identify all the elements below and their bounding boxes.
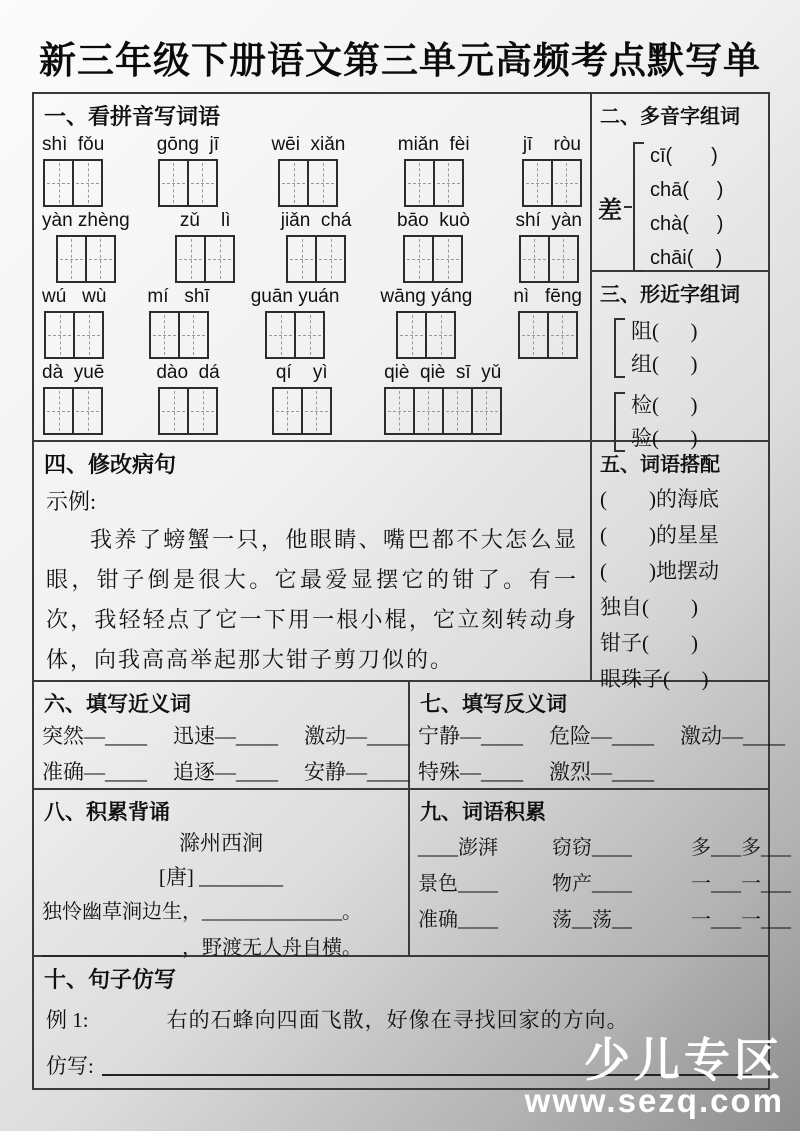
pinyin-label: gōng jī bbox=[156, 134, 220, 155]
writing-grid bbox=[44, 311, 104, 359]
writing-grid bbox=[396, 311, 456, 359]
section7-heading: 七、填写反义词 bbox=[420, 692, 567, 716]
pairing-line: ( )地摆动 bbox=[600, 559, 719, 583]
section10-heading: 十、句子仿写 bbox=[44, 967, 177, 992]
section-pinyin-words bbox=[34, 94, 592, 442]
pinyin-group bbox=[515, 209, 582, 283]
section2-heading: 二、多音字组词 bbox=[600, 106, 740, 128]
writing-cell bbox=[43, 387, 74, 435]
writing-cell bbox=[44, 311, 75, 359]
accumulation-item: 景色____ bbox=[418, 873, 498, 895]
poem-line: ______________，野渡无人舟自横。 bbox=[42, 937, 362, 959]
writing-cell bbox=[204, 235, 235, 283]
watermark-url: www.sezq.com bbox=[524, 1082, 784, 1120]
writing-cell bbox=[175, 235, 206, 283]
pinyin-group bbox=[272, 361, 332, 435]
pinyin-row-3 bbox=[34, 283, 590, 359]
synonym-item: 准确—____ bbox=[42, 760, 147, 784]
pinyin-label: wēi xiǎn bbox=[271, 134, 346, 155]
example-paragraph: 我养了螃蟹一只，他眼睛、嘴巴都不大怎么显眼，钳子倒是很大。它最爱显摆它的钳了。有一次，我轻轻点了它一下用一根小棍，它立刻转动身体，向我高高举起那大钳子剪刀似的。 bbox=[46, 527, 578, 672]
writing-cell bbox=[72, 387, 103, 435]
imitate-label: 仿写: bbox=[46, 1054, 94, 1078]
accumulation-item: 准确____ bbox=[418, 909, 498, 931]
pinyin-group bbox=[522, 133, 582, 207]
similar-group-1 bbox=[614, 315, 768, 381]
pinyin-label: mí shī bbox=[147, 286, 210, 307]
synonym-item: 安静—____ bbox=[304, 760, 409, 784]
pinyin-group bbox=[175, 209, 235, 283]
writing-grid bbox=[403, 235, 463, 283]
writing-cell bbox=[286, 235, 317, 283]
writing-cell bbox=[548, 235, 579, 283]
pinyin-label: qí yì bbox=[275, 362, 328, 383]
section-similar-chars bbox=[592, 272, 768, 450]
writing-cell bbox=[519, 235, 550, 283]
writing-grid bbox=[286, 235, 346, 283]
section-recitation bbox=[34, 790, 410, 957]
writing-cell bbox=[315, 235, 346, 283]
section6-heading: 六、填写近义词 bbox=[44, 692, 191, 716]
imitation-example bbox=[34, 994, 768, 1034]
section3-heading: 三、形近字组词 bbox=[600, 284, 740, 306]
polyphonic-char: 差 bbox=[598, 197, 622, 224]
writing-cell bbox=[403, 235, 434, 283]
section4-heading: 四、修改病句 bbox=[44, 452, 177, 477]
pinyin-group bbox=[397, 209, 470, 283]
similar-entry: 阻( ) bbox=[631, 319, 698, 343]
writing-grid bbox=[43, 387, 103, 435]
pinyin-label: wú wù bbox=[42, 286, 107, 307]
writing-cell bbox=[158, 159, 189, 207]
pairing-line: 眼珠子( ) bbox=[600, 667, 709, 691]
watermark bbox=[525, 1036, 784, 1119]
writing-cell bbox=[307, 159, 338, 207]
page-title: 新三年级下册语文第三单元高频考点默写单 bbox=[39, 41, 761, 82]
writing-cell bbox=[396, 311, 427, 359]
similar-entry: 验( ) bbox=[631, 426, 698, 450]
writing-cell bbox=[518, 311, 549, 359]
pinyin-group bbox=[156, 361, 219, 435]
pinyin-group bbox=[281, 209, 352, 283]
pinyin-label: qiè qiè sī yǔ bbox=[384, 362, 502, 383]
pinyin-group bbox=[42, 133, 104, 207]
pinyin-row-1 bbox=[34, 131, 590, 207]
pinyin-group bbox=[42, 285, 106, 359]
pinyin-label: shí yàn bbox=[515, 210, 582, 231]
accumulation-item: 一___一___ bbox=[691, 873, 791, 895]
pairing-line: ( )的海底 bbox=[600, 487, 719, 511]
pinyin-group bbox=[42, 361, 104, 435]
section-word-pairing bbox=[592, 442, 768, 691]
pinyin-group bbox=[157, 133, 219, 207]
pairing-lines bbox=[592, 481, 768, 697]
writing-grid bbox=[522, 159, 582, 207]
similar-entry: 组( ) bbox=[631, 352, 698, 376]
pinyin-label: nì fēng bbox=[513, 286, 582, 307]
pinyin-label: guān yuán bbox=[250, 286, 340, 307]
writing-cell bbox=[56, 235, 87, 283]
pinyin-label: zǔ lì bbox=[179, 210, 231, 231]
pairing-line: 钳子( ) bbox=[600, 631, 698, 655]
writing-cell bbox=[404, 159, 435, 207]
writing-cell bbox=[551, 159, 582, 207]
accumulation-item: 窃窃____ bbox=[552, 837, 632, 859]
antonym-item: 危险—____ bbox=[549, 724, 654, 748]
antonym-item: 特殊—____ bbox=[418, 760, 523, 784]
writing-cell bbox=[547, 311, 578, 359]
writing-cell bbox=[301, 387, 332, 435]
pinyin-label: bāo kuò bbox=[397, 210, 470, 231]
writing-cell bbox=[522, 159, 553, 207]
watermark-brand: 少儿专区 bbox=[584, 1034, 784, 1087]
synonym-item: 迅速—____ bbox=[173, 724, 278, 748]
pinyin-label: shì fǒu bbox=[42, 134, 105, 155]
polyphonic-entries bbox=[650, 139, 723, 275]
writing-grid bbox=[272, 387, 332, 435]
polyphonic-entry: chā( ) bbox=[650, 179, 724, 201]
similar-entries bbox=[625, 315, 698, 381]
writing-cell bbox=[442, 387, 473, 435]
writing-cell bbox=[265, 311, 296, 359]
writing-cell bbox=[278, 159, 309, 207]
accumulation-item: 一___一___ bbox=[691, 909, 791, 931]
poem-title: 滁州西涧 bbox=[179, 831, 263, 855]
writing-cell bbox=[432, 235, 463, 283]
pinyin-label: yàn zhèng bbox=[42, 210, 130, 231]
accumulation-item: 物产____ bbox=[552, 873, 632, 895]
polyphonic-entry: chà( ) bbox=[650, 213, 724, 235]
writing-grid bbox=[384, 387, 502, 435]
section-polyphonic-words bbox=[592, 94, 768, 272]
polyphonic-entry: cī( ) bbox=[650, 145, 718, 167]
example-label: 示例: bbox=[46, 489, 97, 514]
pinyin-group bbox=[380, 285, 472, 359]
accumulation-grid bbox=[410, 826, 791, 936]
writing-cell bbox=[72, 159, 103, 207]
antonym-item: 激烈—____ bbox=[549, 760, 654, 784]
writing-grid bbox=[175, 235, 235, 283]
pinyin-group bbox=[42, 209, 130, 283]
writing-cell bbox=[187, 387, 218, 435]
pinyin-label: dà yuē bbox=[42, 362, 105, 383]
pinyin-label: jī ròu bbox=[522, 134, 581, 155]
pinyin-group bbox=[384, 361, 502, 435]
pairing-line: 独自( ) bbox=[600, 595, 698, 619]
example-number-label: 例 1: bbox=[46, 1008, 89, 1032]
poem-author: [唐] ________ bbox=[158, 865, 284, 889]
writing-cell bbox=[413, 387, 444, 435]
writing-cell bbox=[433, 159, 464, 207]
similar-entry: 检( ) bbox=[631, 393, 698, 417]
writing-grid bbox=[519, 235, 579, 283]
writing-cell bbox=[149, 311, 180, 359]
section9-heading: 九、词语积累 bbox=[420, 800, 546, 824]
writing-grid bbox=[518, 311, 578, 359]
synonym-row bbox=[34, 754, 408, 790]
example-sentence: 右的石蜂向四面飞散，好像在寻找回家的方向。 bbox=[166, 1008, 629, 1032]
writing-cell bbox=[73, 311, 104, 359]
pinyin-group bbox=[513, 285, 582, 359]
antonym-row bbox=[410, 754, 768, 790]
pinyin-row-4 bbox=[34, 359, 590, 435]
writing-cell bbox=[425, 311, 456, 359]
synonym-row bbox=[34, 718, 408, 754]
pairing-line: ( )的星星 bbox=[600, 523, 719, 547]
writing-cell bbox=[384, 387, 415, 435]
pinyin-row-2 bbox=[34, 207, 590, 283]
writing-cell bbox=[272, 387, 303, 435]
synonym-item: 追逐—____ bbox=[173, 760, 278, 784]
section-antonyms bbox=[410, 682, 785, 790]
poem-line: 独怜幽草涧边生，______________。 bbox=[42, 901, 362, 923]
synonym-item: 突然—____ bbox=[42, 724, 147, 748]
pinyin-label: dào dá bbox=[156, 362, 220, 383]
writing-grid bbox=[149, 311, 209, 359]
section5-heading: 五、词语搭配 bbox=[600, 454, 720, 476]
writing-cell bbox=[471, 387, 502, 435]
section-word-accumulation bbox=[410, 790, 791, 957]
antonym-item: 激动—____ bbox=[680, 724, 785, 748]
section-fix-sentence bbox=[34, 442, 592, 682]
section1-heading: 一、看拼音写词语 bbox=[44, 104, 221, 129]
antonym-item: 宁静—____ bbox=[418, 724, 523, 748]
pinyin-group bbox=[398, 133, 470, 207]
pinyin-group bbox=[251, 285, 340, 359]
accumulation-item: 多___多___ bbox=[691, 837, 791, 859]
writing-grid bbox=[404, 159, 464, 207]
pinyin-label: miǎn fèi bbox=[397, 134, 470, 155]
writing-grid bbox=[278, 159, 338, 207]
polyphonic-entry: chāi( ) bbox=[650, 247, 723, 269]
section8-heading: 八、积累背诵 bbox=[44, 800, 170, 824]
accumulation-item: ____澎湃 bbox=[418, 837, 498, 859]
connector-dash bbox=[624, 206, 632, 208]
writing-cell bbox=[178, 311, 209, 359]
worksheet-table bbox=[32, 92, 791, 1090]
pinyin-group bbox=[271, 133, 345, 207]
synonym-item: 激动—____ bbox=[304, 724, 409, 748]
writing-grid bbox=[43, 159, 103, 207]
bracket-icon bbox=[633, 142, 644, 272]
writing-grid bbox=[158, 387, 218, 435]
pinyin-label: jiǎn chá bbox=[280, 210, 352, 231]
writing-cell bbox=[85, 235, 116, 283]
writing-grid bbox=[56, 235, 116, 283]
pinyin-group bbox=[147, 285, 209, 359]
bracket-icon bbox=[614, 318, 625, 378]
pinyin-label: wāng yáng bbox=[380, 286, 473, 307]
writing-cell bbox=[43, 159, 74, 207]
section-synonyms bbox=[34, 682, 410, 790]
writing-cell bbox=[294, 311, 325, 359]
writing-cell bbox=[158, 387, 189, 435]
section2-body bbox=[592, 129, 768, 275]
writing-grid bbox=[158, 159, 218, 207]
writing-grid bbox=[265, 311, 325, 359]
antonym-row bbox=[410, 718, 785, 754]
writing-cell bbox=[187, 159, 218, 207]
accumulation-item: 荡__荡__ bbox=[552, 909, 632, 931]
